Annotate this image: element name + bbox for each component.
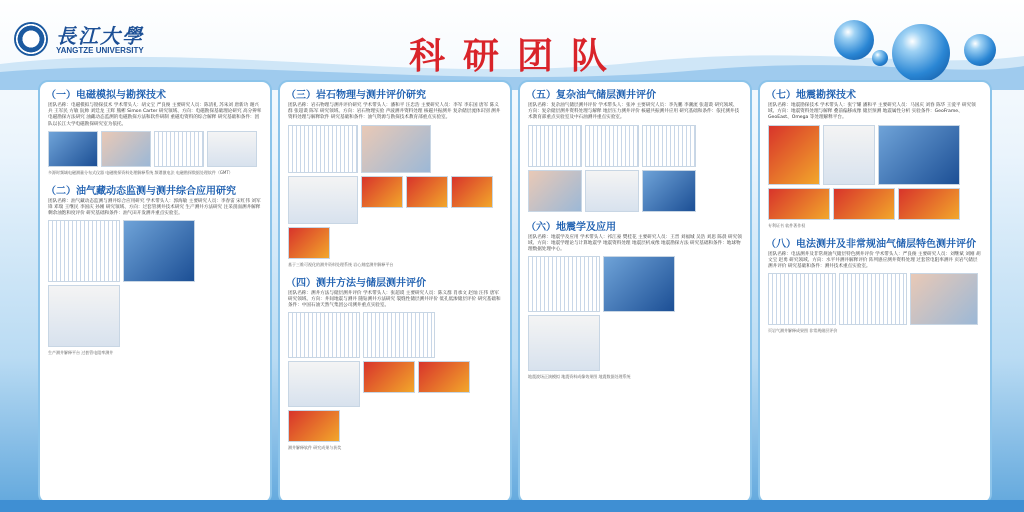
section-title-1: （一）电磁模拟与勘探技术 xyxy=(46,90,166,101)
section-caption-6: 地震波场正演模拟 地震资料成像效果图 地震数据处理系统 xyxy=(528,374,631,380)
award-certificate-image xyxy=(768,188,830,220)
section-images-8 xyxy=(768,273,982,325)
panel-column-3 xyxy=(518,80,752,504)
section-caption-8: 页岩气测井解释成果图 非常规储层评价 xyxy=(768,328,838,334)
award-certificate-image xyxy=(833,188,895,220)
log-chart-image xyxy=(839,273,907,325)
section-body-3: 团队名称：岩石物理与测井评价研究 学术带头人：潘和平 汪忠浩 主要研究人员：李军 李东国 唐军 陈义群 张超谟 陈军 研究领域、方向：岩石物理实验 声波测井资料处理 核磁共振测井 复杂储层流体识别 测井资料处理与解释软件 研究基础和条件：油气资源与勘探技术教育部重点实验室。 xyxy=(288,103,501,121)
section-caption-1: 多源时频域电磁测量分布式仪器 电磁勘探资料处理解释系统 频谱激电法 电磁勘探数据处理软件（GMT） xyxy=(48,169,233,175)
decorative-bubble-icon xyxy=(964,34,996,66)
section-body-7: 团队名称：地震勘探技术 学术带头人：张宁耀 潘和平 主要研究人员：马国庆 刘春 陈华 王爱平 研究领域、方向：地震资料处理与解释 叠前偏移成像 储层预测 地震属性分析 实验条件：GeoFrame、GeoEast、Omega 等处理解释平台。 xyxy=(768,103,976,121)
award-certificate-image xyxy=(898,188,960,220)
section-images-3 xyxy=(288,125,502,259)
panel-column-2 xyxy=(278,80,512,504)
section-images-7 xyxy=(768,125,982,220)
log-chart-image xyxy=(48,220,120,282)
section-title-5: （五）复杂油气储层测井评价 xyxy=(526,90,656,101)
core-image xyxy=(361,125,431,173)
decorative-bubble-icon xyxy=(892,24,950,82)
interface-image xyxy=(528,315,600,371)
section-body-2: 团队名称：油气藏动态监测与测井综合应用研究 学术带头人：郭海敏 主要研究人员：李春雷 宋红伟 刘军锋 邓瑞 王继民 李国庆 孙刚 研究领域、方向：过套管测井技术研究 生产测井方法研究 注采剖面测井解释 剩余油饱和度评价 研究基础和条件：油气田开发测井重点实验室。 xyxy=(48,198,261,217)
university-name-en: YANGTZE UNIVERSITY xyxy=(56,46,144,55)
section-body-8: 团队名称：电法测井及非常规油气储层特色测井评价 学术带头人：严良俊 主要研究人员：刘继斌 刘刚 胡文宝 赵勇 研究领域、方向：水平井测井解释评价 阵列感应测井资料处理 过套管电阻率测井 页岩气储层测井评价 研究基础和条件：测井技术重点实验室。 xyxy=(768,251,981,270)
university-name-cn: 長江大學 xyxy=(56,24,144,48)
seismic-section-image xyxy=(528,256,600,312)
decorative-bubble-icon xyxy=(834,20,874,60)
section-body-4: 团队名称：测井方法与储层测井评价 学术带头人：张超谟 主要研究人员：陈义群 肖承文 赵灿 汪伟 唐军 研究领域、方向：井间地震与测井 随钻测井方法研究 裂缝性储层测井评价 低孔低渗储层评价 研究基础和条件：中国石油天然气集团公司测井重点实验室。 xyxy=(288,290,501,309)
book-cover-image xyxy=(878,125,960,185)
section-title-4: （四）测井方法与储层测井评价 xyxy=(286,277,426,289)
section-body-6: 团队名称：地震学及应用 学术带头人：祁江豪 樊桂花 主要研究人员：王晋 刘福城 吴浩 刘思 陈晨 研究领域、方向：地震学理论与计算地震学 地震资料处理 地震层析成像 地震勘探方法 研究基础和条件：地球物理数据处理中心。 xyxy=(528,234,742,253)
award-certificate-image xyxy=(361,176,403,208)
certificate-image xyxy=(823,125,875,185)
section-title-8: （八）电法测井及非常规油气储层特色测井评价 xyxy=(766,238,976,250)
section-images-1 xyxy=(48,131,262,167)
section-images-6 xyxy=(528,256,742,371)
section-caption-4: 测井解释软件 研究成果与获奖 xyxy=(288,445,342,451)
university-logo-icon xyxy=(14,22,48,56)
award-certificate-image xyxy=(451,176,493,208)
instrument-image xyxy=(48,131,98,167)
log-chart-image xyxy=(768,273,836,325)
software-screenshot-image xyxy=(288,125,358,173)
section-body-5: 团队名称：复杂油气储层测井评价 学术带头人：张冲 主要研究人员：李先鹏 李潮流 张超谟 研究领域、方向：复杂储层测井资料处理与解释 地层压力测井评价 核磁共振测井应用 研究基础和条件：依托测井技术教育部重点实验室及中石油测井重点实验室。 xyxy=(528,103,740,121)
chart-image xyxy=(288,176,358,224)
panel-column-4 xyxy=(758,80,992,504)
log-chart-image xyxy=(585,125,639,167)
log-chart-image xyxy=(363,312,435,358)
plot-image xyxy=(154,131,204,167)
patent-certificate-image xyxy=(768,125,820,185)
section-title-2: （二）油气藏动态监测与测井综合应用研究 xyxy=(46,185,236,197)
document-image xyxy=(585,170,639,212)
software-screenshot-image xyxy=(101,131,151,167)
log-chart-image xyxy=(528,125,582,167)
section-title-7: （七）地震勘探技术 xyxy=(766,90,856,101)
book-cover-image xyxy=(642,170,696,212)
interface-image xyxy=(123,220,195,282)
section-title-6: （六）地震学及应用 xyxy=(526,221,616,233)
certificate-image xyxy=(207,131,257,167)
award-certificate-image xyxy=(418,361,470,393)
section-title-3: （三）岩石物理与测井评价研究 xyxy=(286,90,426,101)
footer-bar xyxy=(0,500,1024,512)
decorative-bubble-icon xyxy=(872,50,888,66)
log-chart-image xyxy=(288,312,360,358)
log-chart-image xyxy=(910,273,978,325)
section-body-1: 团队名称：电磁模拟与勘探技术 学术带头人：胡文宝 严良俊 主要研究人员：陈清礼 苏朱刘 唐新功 谢兴兵 王军民 方敏 阮帅 刘廷龙 王辉 熊彬 Simon Carter 研究领域、方向：电磁勘探基础理论研究 高分辨率电磁勘探方法研究 油藏动态监测的电磁勘探方法和软件研制 重磁电资料的综合解释 研究基础和条件：团队以长江大学电磁勘探研究室为依托。 xyxy=(48,103,262,127)
section-caption-3: 基于三维可视化的测井资料处理系统 岩心刻度测井解释平台 xyxy=(288,261,394,267)
panel-column-1 xyxy=(38,80,272,504)
interface-image xyxy=(48,285,120,347)
section-images-2 xyxy=(48,220,262,347)
award-certificate-image xyxy=(363,361,415,393)
award-certificate-image xyxy=(288,410,340,442)
section-images-5 xyxy=(528,125,742,212)
section-images-4 xyxy=(288,312,502,442)
section-caption-2: 生产测井解释平台 过套管电阻率测井 xyxy=(48,350,114,356)
wavefield-image xyxy=(603,256,675,312)
section-caption-7: 专利证书 软件著作权 xyxy=(768,222,806,228)
interface-image xyxy=(288,361,360,407)
log-chart-image xyxy=(642,125,696,167)
core-image xyxy=(528,170,582,212)
award-certificate-image xyxy=(406,176,448,208)
award-certificate-image xyxy=(288,227,330,259)
page-title: 科研团队 xyxy=(408,35,625,77)
